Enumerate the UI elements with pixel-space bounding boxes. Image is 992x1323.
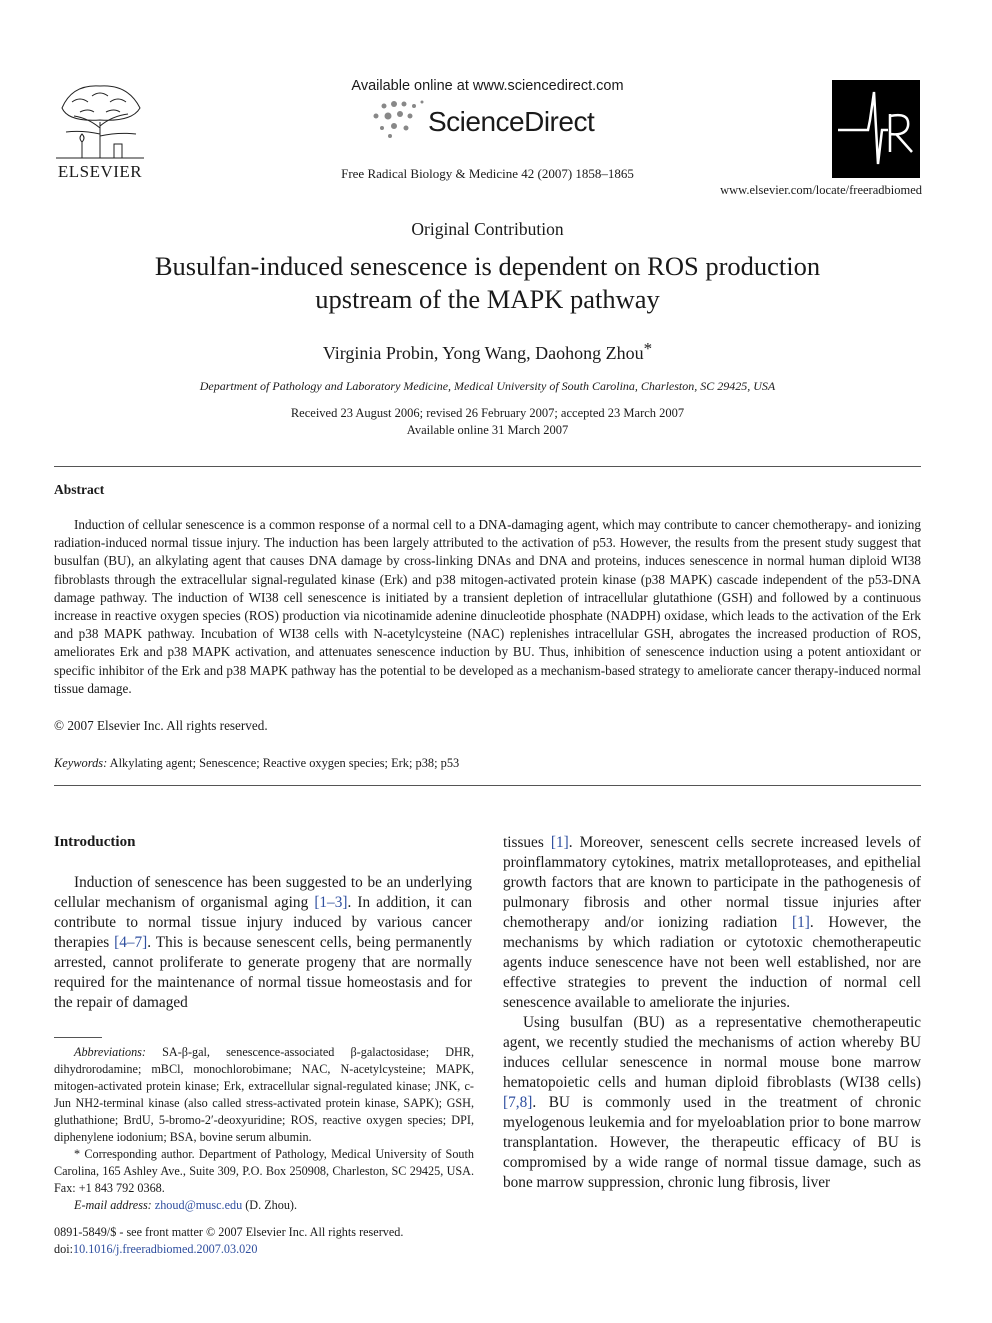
journal-citation: Free Radical Biology & Medicine 42 (2007) 1858–1865 bbox=[341, 166, 634, 181]
affiliation: Department of Pathology and Laboratory Medicine, Medical University of South Carolina, Charleston, SC 29425, USA bbox=[199, 379, 776, 393]
citation-link[interactable]: [1] bbox=[550, 834, 569, 851]
journal-logo bbox=[832, 80, 920, 178]
introduction-heading: Introduction bbox=[54, 834, 136, 850]
right-column bbox=[503, 833, 921, 1193]
intro-paragraph-2: Using busulfan (BU) as a representative chemotherapeutic agent, we recently studied the mechanisms of action whereby BU induces cellular senescence in normal mouse bone marrow hematopoietic cells and human diploid fibroblasts (WI38 cells) [7,8]. BU is commonly used in the treatment of chronic myelogenous leukemia and for myeloablation prior to bone marrow transplantation. However, the therapeutic efficacy of BU is compromised by a wide range of normal tissue damage, such as bone marrow suppression, chronic lung fibrosis, liver bbox=[503, 1014, 921, 1191]
intro-paragraph-1-cont: tissues [1]. Moreover, senescent cells secrete increased levels of proinflammatory cytokines, matrix metalloproteases, and epithelial growth factors that are known to participate in the pathogenesis of pulmonary fibrosis and other normal tissue injuries after chemotherapy and/or ionizing radiation [1]. However, the mechanisms by which radiation or cytotoxic chemotherapeutic agents induce senescence have not been well established, nor are effective strategies to prevent the induction of normal cell senescence available to ameliorate the injuries. bbox=[503, 834, 921, 1011]
intro-paragraph-1: Induction of senescence has been suggested to be an underlying cellular mechanism of organismal aging [1–3]. In addition, it can contribute to normal tissue injury induced by various cancer therapies [4–7]. This is because senescent cells, being permanently arrested, cannot proliferate to generate progeny that are normally required for the maintenance of normal tissue homeostasis and for the repair of damaged bbox=[54, 874, 472, 1011]
abbreviations-footnote: Abbreviations: SA-β-gal, senescence-associated β-galactosidase; DHR, dihydrorodamine; mBCl, monochlorobimane; NAC, N-acetylcysteine; MAPK, mitogen-activated protein kinase; Erk, extracellular signal-regulated kinase; JNK, c-Jun NH2-terminal kinase (also called stress-activated protein kinase, SAPK); GSH, gluthathione; BrdU, 5-bromo-2′-deoxyuridine; ROS, reactive oxygen species; DPI, diphenylene iodonium; BSA, bovine serum albumin. bbox=[54, 1045, 474, 1144]
footnotes bbox=[54, 1044, 474, 1214]
citation-link[interactable]: [4–7] bbox=[114, 934, 148, 951]
front-matter bbox=[54, 1224, 403, 1258]
article-dates bbox=[0, 405, 975, 439]
doi-line: doi:10.1016/j.freeradbiomed.2007.03.020 bbox=[54, 1242, 258, 1256]
citation-link[interactable]: [1–3] bbox=[314, 894, 348, 911]
citation-link[interactable]: [7,8] bbox=[503, 1094, 533, 1111]
received-dates: Received 23 August 2006; revised 26 February 2007; accepted 23 March 2007 bbox=[290, 406, 685, 420]
abstract-copyright: © 2007 Elsevier Inc. All rights reserved. bbox=[54, 718, 268, 733]
abstract-text: Induction of cellular senescence is a common response of a normal cell to a DNA-damaging agent, which may contribute to cancer chemotherapy- and ionizing radiation-induced normal tissue injury. The induction has been largely attributed to the activation of p53. However, the results from the present study suggest that busulfan (BU), an alkylating agent that causes DNA damage by cross-linking DNAs and DNA and proteins, induces senescence in normal human diploid WI38 fibroblasts through the extracellular signal-regulated kinase (Erk) and p38 mitogen-activated protein kinase (p38 MAPK) cascade independent of the p53-DNA damage pathway. The induction of WI38 cell senescence is initiated by a transient depletion of intracellular glutathione (GSH) and followed by a continuous increase in reactive oxygen species (ROS) production via nicotinamide adenine dinucleotide phosphate (NADPH) oxidase, which leads to the activation of the Erk and p38 MAPK pathway. Incubation of WI38 cells with N-acetylcysteine (NAC) replenishes intracellular GSH, abrogates the increased production of ROS, ameliorates Erk and p38 MAPK activation, and attenuates senescence induction by BU. Thus, inhibition of senescence induction using a potent antioxidant or specific inhibitor of the Erk and p38 MAPK pathway has the potential to be developed as a mechanism-based strategy to ameliorate cancer therapy-induced normal tissue damage. bbox=[54, 517, 921, 696]
elsevier-wordmark: ELSEVIER bbox=[57, 162, 143, 181]
authors-text: Virginia Probin, Yong Wang, Daohong Zhou bbox=[322, 343, 644, 363]
journal-url-link[interactable]: www.elsevier.com/locate/freeradbiomed bbox=[720, 183, 922, 197]
corresponding-author-mark[interactable]: * bbox=[643, 339, 653, 358]
sciencedirect-wordmark: ScienceDirect bbox=[428, 106, 595, 137]
left-column bbox=[54, 873, 472, 1013]
available-online-text: Available online at www.sciencedirect.com bbox=[351, 78, 624, 94]
email-footnote: E-mail address: zhoud@musc.edu (D. Zhou). bbox=[74, 1198, 298, 1212]
footnote-divider bbox=[54, 1037, 102, 1038]
issn-line: 0891-5849/$ - see front matter © 2007 Elsevier Inc. All rights reserved. bbox=[54, 1225, 404, 1239]
divider-bottom bbox=[54, 785, 921, 786]
author-list bbox=[0, 339, 975, 364]
citation-link[interactable]: [1] bbox=[791, 914, 810, 931]
title-line-2: upstream of the MAPK pathway bbox=[315, 284, 660, 314]
email-link[interactable]: zhoud@musc.edu bbox=[154, 1198, 243, 1212]
article-title bbox=[60, 250, 915, 316]
abstract-heading: Abstract bbox=[54, 482, 105, 497]
section-type-label: Original Contribution bbox=[411, 219, 564, 239]
divider-top bbox=[54, 466, 921, 467]
keywords-label: Keywords: bbox=[54, 756, 108, 770]
title-line-1: Busulfan-induced senescence is dependent on ROS production bbox=[154, 251, 821, 281]
corresponding-author-footnote: * Corresponding author. Department of Pathology, Medical University of South Carolina, 165 Ashley Ave., Suite 309, P.O. Box 250908, Charleston, SC 29425, USA. Fax: +1 843 792 0368. bbox=[54, 1147, 474, 1195]
keywords-list: Alkylating agent; Senescence; Reactive oxygen species; Erk; p38; p53 bbox=[109, 756, 460, 770]
doi-link[interactable]: 10.1016/j.freeradbiomed.2007.03.020 bbox=[72, 1242, 258, 1256]
available-online-date: Available online 31 March 2007 bbox=[406, 423, 569, 437]
keywords bbox=[54, 756, 459, 771]
